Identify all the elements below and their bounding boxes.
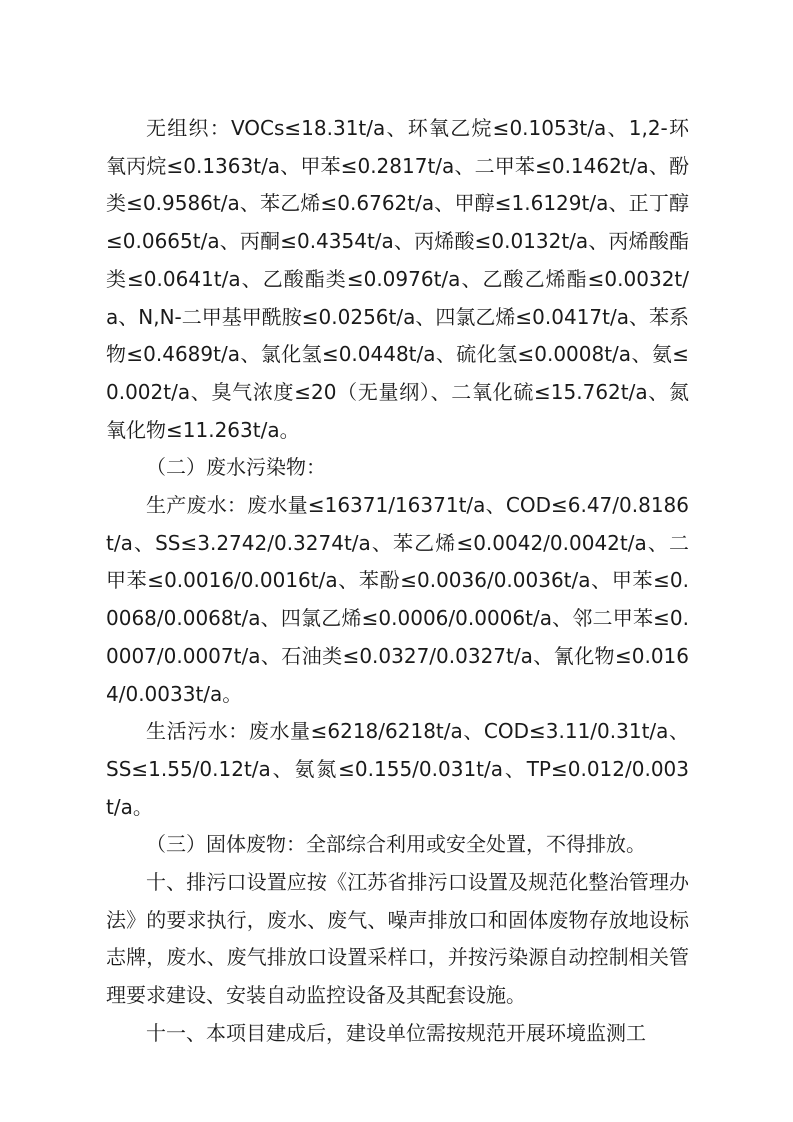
paragraph-item-ten-outfall: 十、排污口设置应按《江苏省排污口设置及规范化整治管理办法》的要求执行，废水、废气、噪声排放口和固体废物存放地设标志牌，废水、废气排放口设置采样口，并按污染源自动控制相关管理要求建设、安装自动监控设备及其配套设施。 [106,870,689,1008]
paragraph-unorganized-emissions: 无组织：VOCs≤18.31t/a、环氧乙烷≤0.1053t/a、1,2-环氧丙烷≤0.1363t/a、甲苯≤0.2817t/a、二甲苯≤0.1462t/a、酚类≤0.9586t/a、苯乙烯≤0.6762t/a、甲醇≤1.6129t/a、正丁醇≤0.0665t/a、丙酮≤0.4354t/a、丙烯酸≤0.0132t/a、丙烯酸酯类≤0.0641t/a、乙酸酯类≤0.0976t/a、乙酸乙烯酯≤0.0032t/a、N,N-二甲基甲酰胺≤0.0256t/a、四氯乙烯≤0.0417t/a、苯系物≤0.4689t/a、氯化氢≤0.0448t/a、硫化氢≤0.0008t/a、氨≤0.002t/a、臭气浓度≤20（无量纲）、二氧化硫≤15.762t/a、氮氧化物≤11.263t/a。 [106,116,689,442]
heading-wastewater-pollutants: （二）废水污染物： [146,455,326,480]
paragraph-solid-waste: （三）固体废物：全部综合利用或安全处置，不得排放。 [146,832,646,857]
paragraph-production-wastewater: 生产废水：废水量≤16371/16371t/a、COD≤6.47/0.8186t/a、SS≤3.2742/0.3274t/a、苯乙烯≤0.0042/0.0042t/a、二甲苯≤0.0016/0.0016t/a、苯酚≤0.0036/0.0036t/a、甲苯≤0.0068/0.0068t/a、四氯乙烯≤0.0006/0.0006t/a、邻二甲苯≤0.0007/0.0007t/a、石油类≤0.0327/0.0327t/a、氰化物≤0.0164/0.0033t/a。 [106,493,689,706]
paragraph-domestic-sewage: 生活污水：废水量≤6218/6218t/a、COD≤3.11/0.31t/a、SS≤1.55/0.12t/a、氨氮≤0.155/0.031t/a、TP≤0.012/0.003t/a。 [106,719,689,819]
document-body [106,110,689,1053]
paragraph-item-eleven-monitoring: 十一、本项目建成后，建设单位需按规范开展环境监测工 [146,1020,646,1045]
